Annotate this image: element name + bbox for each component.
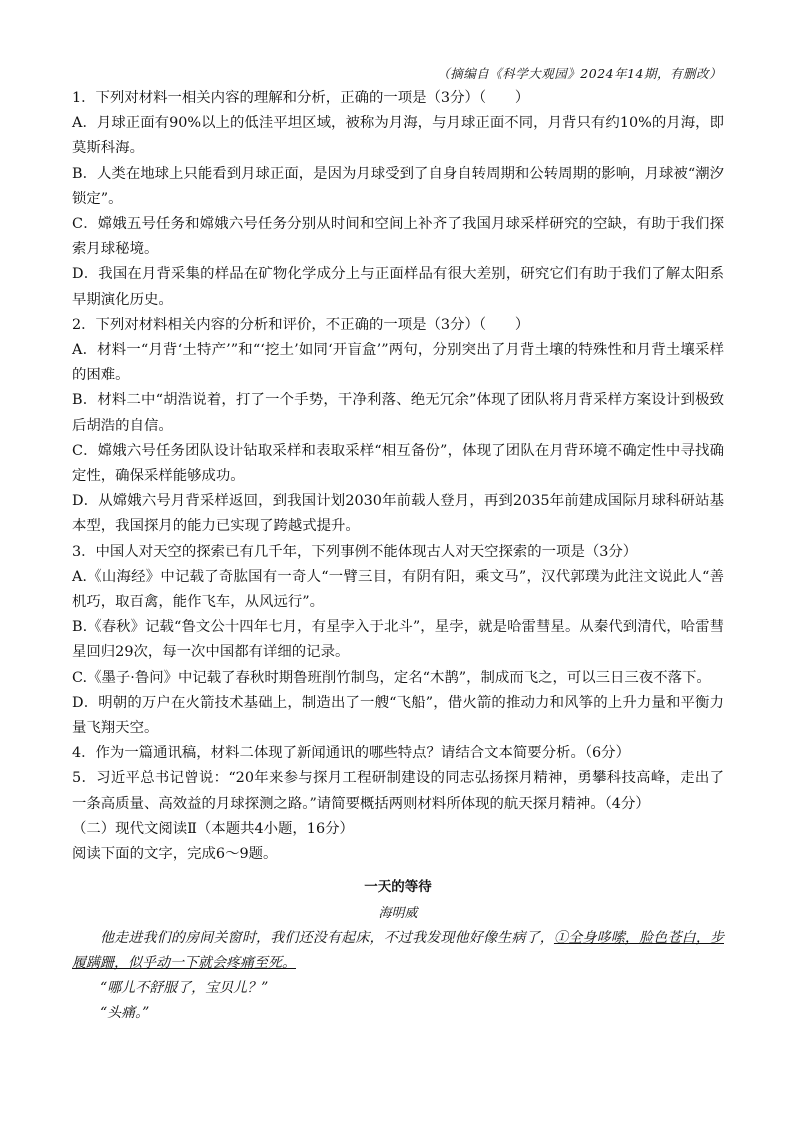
question-3-option-d: D．明朝的万户在火箭技术基础上，制造出了一艘“飞船”，借火箭的推动力和风筝的上升力量和平衡力量飞翔天空。 [72,694,724,737]
question-3-option-a: A.《山海经》中记载了奇肱国有一奇人“一臂三目，有阴有阳，乘文马”，汉代郭璞为此注文说此人“善机巧，取百禽，能作飞车，从风远行”。 [72,568,724,611]
question-5: 5．习近平总书记曾说：“20年来参与探月工程研制建设的同志弘扬探月精神，勇攀科技高峰，走出了一条高质量、高效益的月球探测之路。”请简要概括两则材料所体现的航天探月精神。（4分） [72,770,724,812]
story-dialogue-2: “头痛。” [100,1005,150,1022]
question-2-option-b: B．材料二中“胡浩说着，打了一个手势，干净利落、绝无冗余”体现了团队将月背采样方案设计到极致后胡浩的自信。 [72,392,724,434]
question-3-stem: 3．中国人对天空的探索已有几千年，下列事例不能体现古人对天空探索的一项是（3分） [72,543,638,560]
story-underlined-sentence: ①全身哆嗦，脸色苍白，步履蹒跚，似乎动一下就会疼痛至死。 [72,929,724,971]
question-2-option-c: C．嫦娥六号任务团队设计钻取采样和表取采样“相互备份”，体现了团队在月背环境不确定性中寻找确定性，确保采样能够成功。 [72,442,724,485]
question-1-option-c: C．嫦娥五号任务和嫦娥六号任务分别从时间和空间上补齐了我国月球采样研究的空缺，有助于我们探索月球秘境。 [72,216,724,258]
story-title: 一天的等待 [364,879,432,896]
reading-instruction: 阅读下面的文字，完成6～9题。 [72,846,278,863]
question-1-option-b: B．人类在地球上只能看到月球正面，是因为月球受到了自身自转周期和公转周期的影响，月球被“潮汐锁定”。 [72,165,724,207]
question-2-option-a: A．材料一“月背‘土特产’”和“‘挖土’如同‘开盲盒’”两句，分别突出了月背土壤的特殊性和月背土壤采样的困难。 [72,342,724,384]
question-1-option-a: A．月球正面有90%以上的低洼平坦区域，被称为月海，与月球正面不同，月背只有约10%的月海，即莫斯科海。 [72,115,724,157]
question-2-stem: 2．下列对材料相关内容的分析和评价，不正确的一项是（3分）（ ） [72,316,530,333]
question-3-option-b: B.《春秋》记载“鲁文公十四年七月，有星孛入于北斗”，星孛，就是哈雷彗星。从秦代到清代，哈雷彗星回归29次，每一次中国都有详细的记录。 [72,619,724,661]
question-1-option-d: D．我国在月背采集的样品在矿物化学成分上与正面样品有很大差别，研究它们有助于我们了解太阳系早期演化历史。 [72,266,724,308]
question-4: 4．作为一篇通讯稿，材料二体现了新闻通讯的哪些特点？请结合文本简要分析。（6分） [72,745,630,762]
story-paragraph-1-text: 他走进我们的房间关窗时，我们还没有起床，不过我发现他好像生病了， [100,929,554,946]
story-dialogue-1: “哪儿不舒服了，宝贝儿？” [100,980,269,997]
question-1-stem: 1．下列对材料一相关内容的理解和分析，正确的一项是（3分）（ ） [72,90,530,106]
question-3-option-c: C.《墨子·鲁问》中记载了春秋时期鲁班削竹制鸟，定名“木鹊”，制成而飞之，可以三日三夜不落下。 [72,669,711,686]
question-2-option-d: D．从嫦娥六号月背采样返回，到我国计划2030年前载人登月，再到2035年前建成国际月球科研站基本型，我国探月的能力已实现了跨越式提升。 [72,493,724,535]
story-paragraph-1 [72,926,724,976]
source-note: （摘编自《科学大观园》2024年14期，有删改） [437,66,722,81]
section-heading: （二）现代文阅读Ⅱ（本题共4小题，16分） [72,820,354,837]
story-author: 海明威 [378,905,418,921]
page-content [72,86,724,1027]
